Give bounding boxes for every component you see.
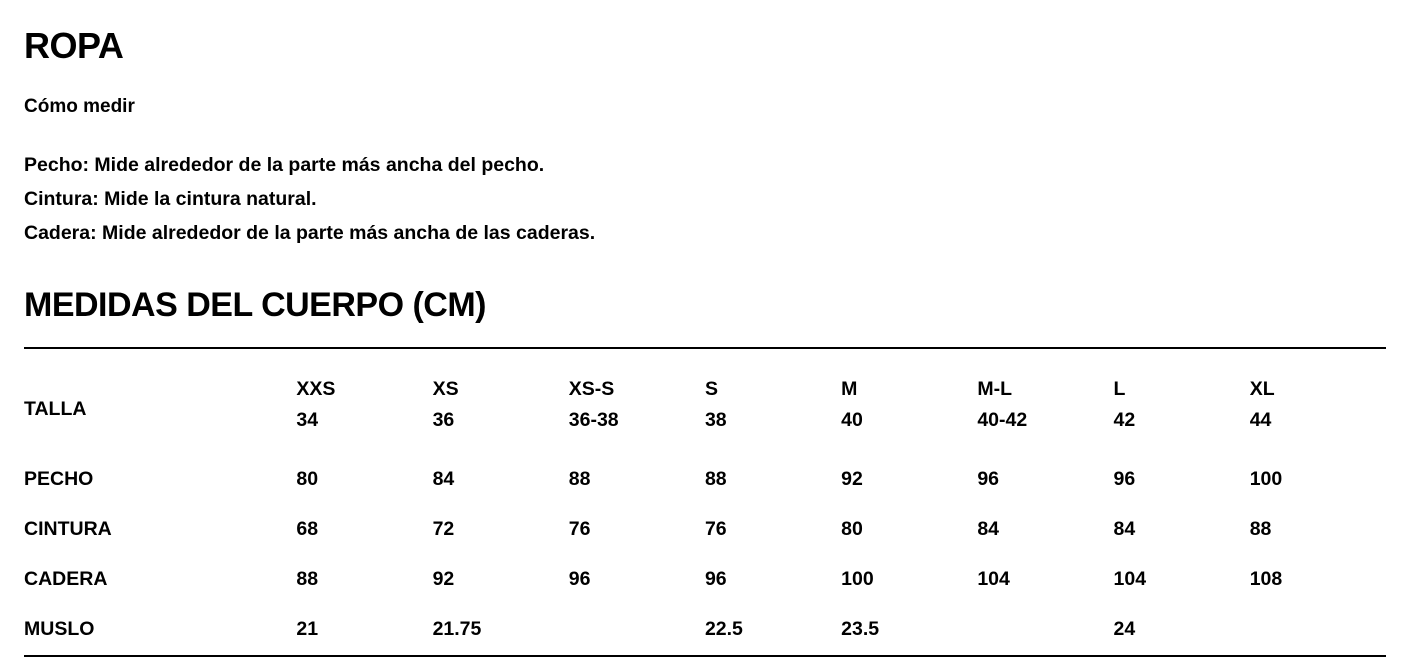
- table-cell-value: 76: [568, 518, 591, 541]
- table-cell-size-letter: XXS: [296, 377, 336, 400]
- table-header-talla: TALLA: [24, 398, 87, 421]
- table-cell-value: 96: [568, 568, 591, 591]
- table-row-size-letters: [24, 348, 1386, 401]
- table-cell-value: 100: [841, 568, 874, 591]
- table-cell-value: 88: [568, 468, 591, 491]
- table-cell-value: 92: [432, 568, 455, 591]
- table-cell-size-number: 42: [1113, 408, 1136, 431]
- table-cell-value: 21: [296, 605, 432, 656]
- table-cell-value: 88: [704, 468, 727, 491]
- table-cell-value: 76: [704, 518, 727, 541]
- table-cell-value: 80: [841, 518, 863, 541]
- table-cell-value: 104: [1113, 568, 1147, 591]
- table-cell-value: 21.75: [433, 605, 569, 656]
- table-cell-value: 108: [1249, 568, 1283, 591]
- table-cell-size-letter: M-L: [977, 377, 1012, 400]
- table-cell-size-number: 36: [432, 408, 455, 431]
- table-row: [24, 455, 1386, 505]
- table-row: [24, 605, 1386, 656]
- table-cell-value: 84: [1113, 518, 1136, 541]
- table-cell-value: [977, 605, 1113, 656]
- table-cell-size-letter: L: [1113, 377, 1126, 400]
- table-cell-size-letter: S: [704, 377, 718, 400]
- table-cell-size-number: 38: [704, 408, 727, 431]
- table-row-label: CADERA: [24, 568, 108, 591]
- table-cell-value: 72: [432, 518, 455, 541]
- table-cell-value: [569, 605, 705, 656]
- how-to-measure-heading: Cómo medir: [24, 95, 135, 117]
- table-cell-value: 23.5: [841, 605, 977, 656]
- table-cell-value: 84: [432, 468, 455, 491]
- measure-instructions: [24, 148, 1386, 250]
- table-row-label: MUSLO: [24, 605, 296, 656]
- table-cell-size-letter: XS-S: [568, 377, 615, 400]
- table-cell-value: 88: [1249, 518, 1272, 541]
- table-cell-size-number: 44: [1249, 408, 1272, 431]
- table-cell-value: 22.5: [705, 605, 841, 656]
- table-row-label: PECHO: [24, 468, 94, 491]
- table-cell-size-number: 40: [841, 408, 863, 431]
- table-cell-size-letter: XL: [1249, 377, 1275, 400]
- table-row-label: CINTURA: [24, 518, 112, 541]
- table-cell-size-letter: XS: [432, 377, 459, 400]
- table-cell-value: 104: [977, 568, 1010, 591]
- table-cell-value: 24: [1114, 605, 1250, 656]
- measure-instruction-hip: Cadera: Mide alrededor de la parte más ancha de las caderas.: [24, 221, 596, 244]
- table-cell-size-number: 34: [296, 408, 319, 431]
- table-cell-value: 80: [296, 468, 319, 491]
- table-cell-size-number: 36-38: [568, 408, 619, 431]
- table-cell-value: 100: [1249, 468, 1283, 491]
- table-row: [24, 555, 1386, 605]
- table-cell-size-number: 40-42: [977, 408, 1028, 431]
- table-cell-value: 96: [977, 468, 1000, 491]
- table-cell-value: 68: [296, 518, 319, 541]
- table-cell-size-letter: M: [841, 377, 858, 400]
- size-chart-table: [24, 347, 1386, 657]
- table-cell-value: 96: [1113, 468, 1136, 491]
- table-cell-value: 92: [841, 468, 863, 491]
- table-cell-value: 84: [977, 518, 1000, 541]
- table-row: [24, 505, 1386, 555]
- measure-instruction-chest: Pecho: Mide alrededor de la parte más ancha del pecho.: [24, 153, 545, 176]
- section-title-body-measurements: MEDIDAS DEL CUERPO (CM): [24, 285, 486, 324]
- table-cell-value: 96: [704, 568, 727, 591]
- table-cell-value: [1250, 605, 1386, 656]
- table-cell-value: 88: [296, 568, 319, 591]
- measure-instruction-waist: Cintura: Mide la cintura natural.: [24, 187, 317, 210]
- page-title: ROPA: [24, 25, 124, 66]
